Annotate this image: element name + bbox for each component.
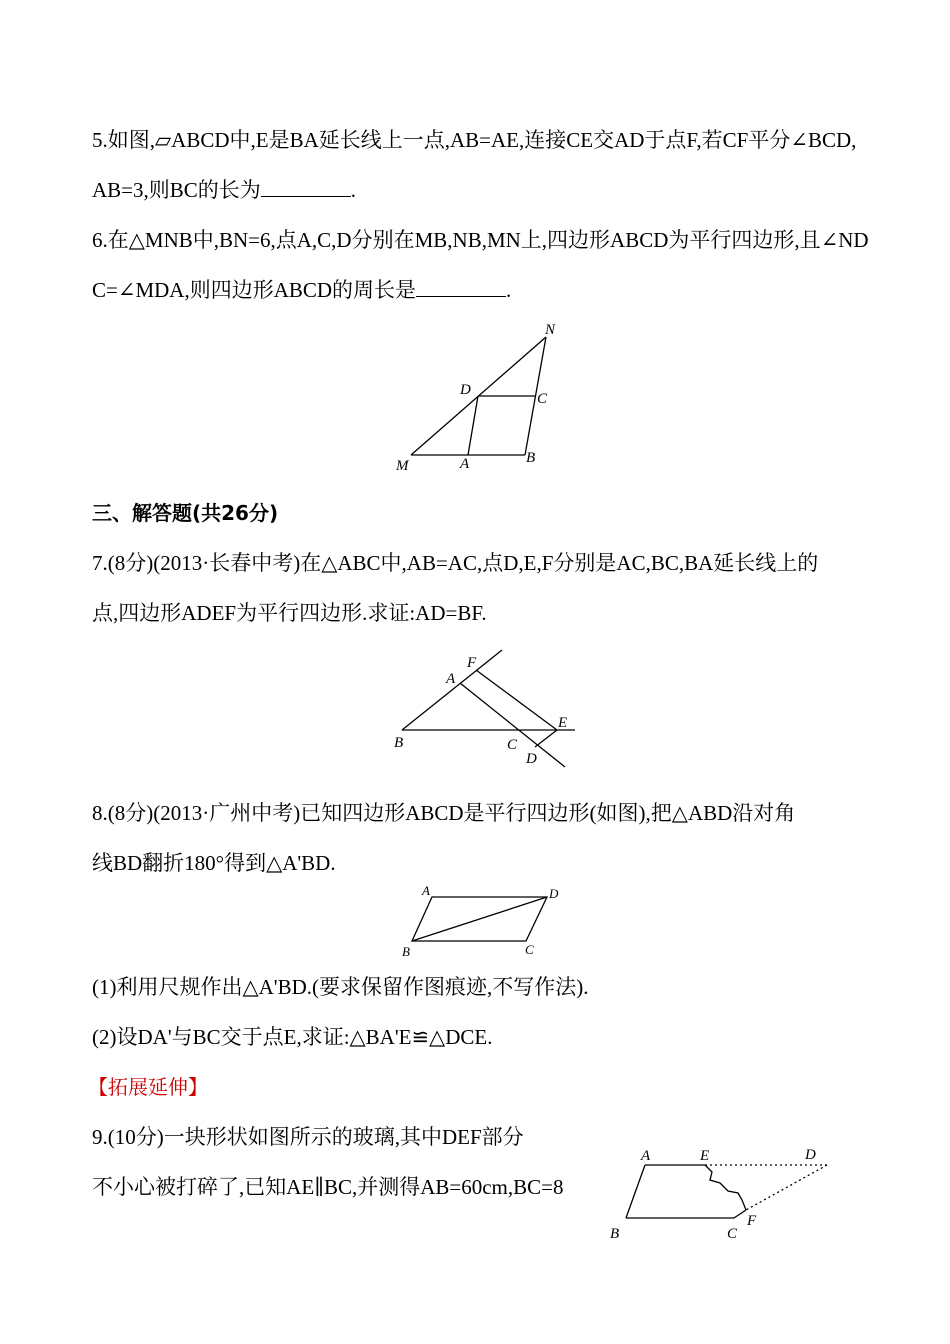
q7-line1: 7.(8分)(2013·长春中考)在△ABC中,AB=AC,点D,E,F分别是AC,BC,BA延长线上的 — [92, 551, 819, 575]
q9-line1: 9.(10分)一块形状如图所示的玻璃,其中DEF部分 — [92, 1125, 524, 1149]
q5-answer-blank[interactable] — [261, 178, 351, 197]
q6-segment-AD — [468, 396, 478, 455]
q9-broken-edge — [705, 1165, 746, 1210]
q8-sub1: (1)利用尺规作出△A'BD.(要求保留作图痕迹,不写作法). — [92, 975, 589, 999]
q8-figure — [395, 880, 570, 960]
q9-segment-CF — [734, 1210, 746, 1218]
q7-label-A: A — [446, 671, 456, 687]
q6-label-D: D — [460, 382, 471, 398]
q5-line1: 5.如图,▱ABCD中,E是BA延长线上一点,AB=AE,连接CE交AD于点F,若CF平分∠BCD, — [92, 128, 857, 152]
q7-label-F: F — [467, 655, 477, 671]
q7-segment-ED — [535, 730, 557, 747]
q9-label-A: A — [641, 1148, 651, 1164]
q6-figure — [390, 318, 570, 478]
q9-label-F: F — [747, 1213, 757, 1229]
q6-line2 — [92, 277, 511, 303]
q6-label-C: C — [537, 391, 548, 407]
q6-answer-blank[interactable] — [416, 278, 506, 297]
q8-line1: 8.(8分)(2013·广州中考)已知四边形ABCD是平行四边形(如图),把△ABD沿对角 — [92, 801, 796, 825]
q6-label-N: N — [545, 322, 556, 338]
q7-label-C: C — [507, 737, 518, 753]
q7-line2: 点,四边形ADEF为平行四边形.求证:AD=BF. — [92, 601, 487, 625]
extension-title: 【拓展延伸】 — [88, 1075, 208, 1099]
q9-label-B: B — [610, 1226, 620, 1242]
q8-sub2: (2)设DA'与BC交于点E,求证:△BA'E≌△DCE. — [92, 1025, 493, 1049]
q9-segment-AB — [626, 1165, 645, 1218]
q6-line1: 6.在△MNB中,BN=6,点A,C,D分别在MB,NB,MN上,四边形ABCD为平行四边形,且∠ND — [92, 228, 869, 252]
q6-line2-text: C=∠MDA,则四边形ABCD的周长是 — [92, 278, 417, 302]
q7-segment-FE — [476, 670, 557, 730]
q6-line2-end: . — [506, 278, 512, 302]
q9-figure — [600, 1138, 840, 1246]
q6-label-M: M — [396, 458, 409, 474]
q8-line2: 线BD翻折180°得到△A'BD. — [92, 851, 336, 875]
q7-segment-BF — [402, 650, 502, 730]
section-title: 三、解答题(共26分) — [92, 501, 279, 525]
q5-line2-end: . — [350, 178, 357, 202]
q9-label-C: C — [727, 1226, 738, 1242]
q8-diagonal-BD — [412, 897, 547, 941]
q7-figure — [390, 645, 580, 770]
q5-line2 — [92, 177, 356, 203]
q9-label-D: D — [805, 1147, 816, 1163]
q6-label-A: A — [460, 456, 470, 472]
q9-dotted-DF — [746, 1165, 827, 1210]
q7-label-B: B — [394, 735, 404, 751]
q7-label-E: E — [558, 715, 568, 731]
q9-line2: 不小心被打碎了,已知AE∥BC,并测得AB=60cm,BC=8 — [92, 1175, 564, 1199]
q8-label-C: C — [525, 942, 534, 957]
q8-label-D: D — [549, 886, 559, 901]
q7-label-D: D — [526, 751, 537, 767]
q9-label-E: E — [700, 1148, 710, 1164]
q6-label-B: B — [526, 450, 536, 466]
q8-label-A: A — [422, 883, 430, 898]
q5-line2-text: AB=3,则BC的长为 — [92, 178, 261, 202]
q8-label-B: B — [402, 944, 410, 959]
